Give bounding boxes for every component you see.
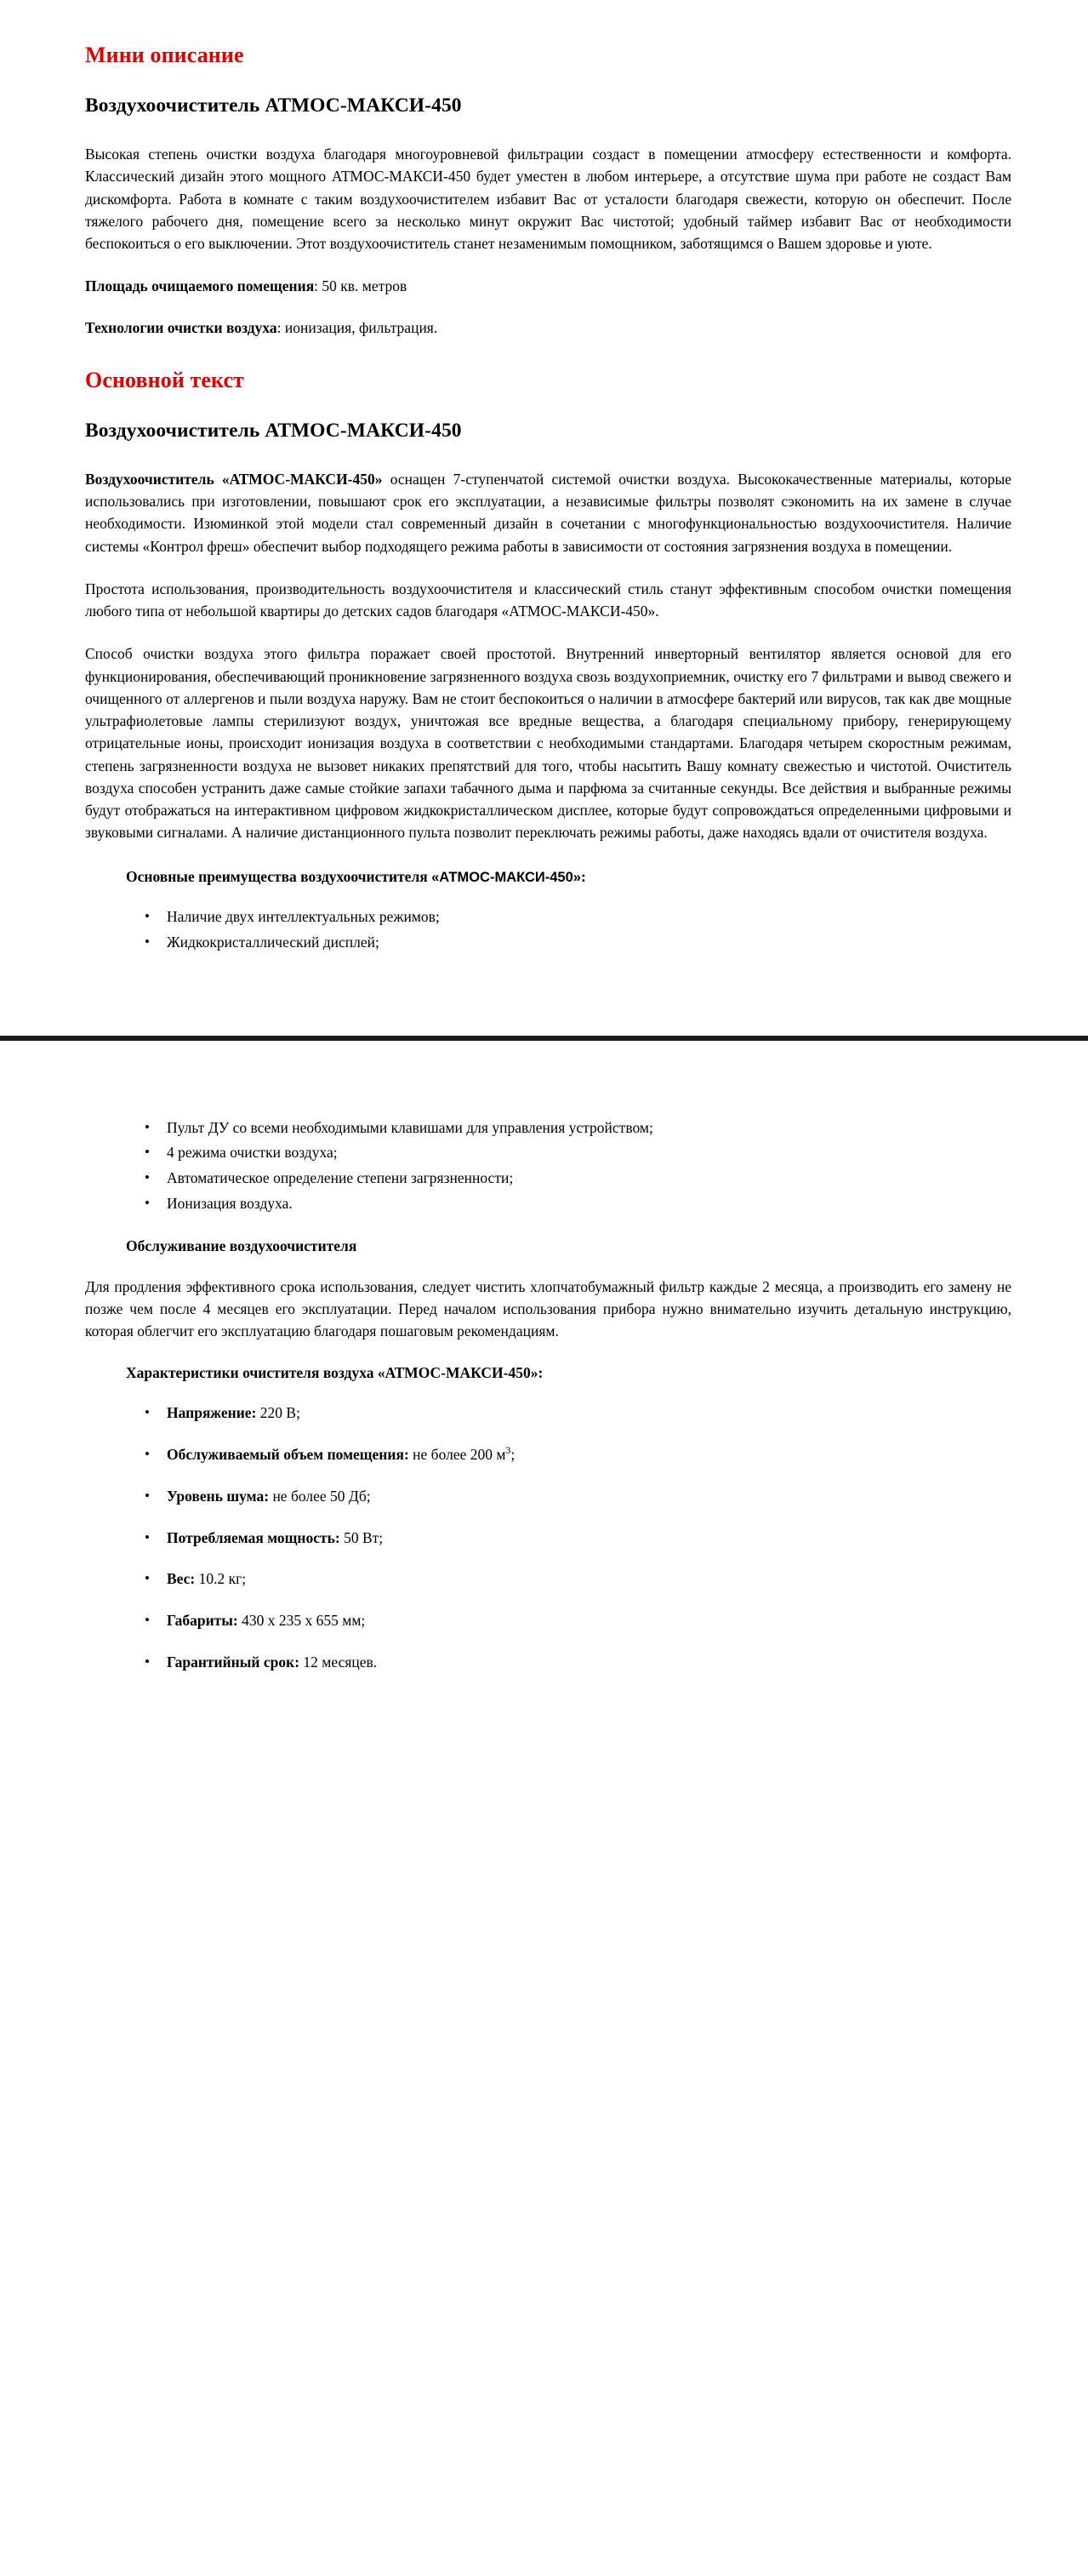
spec-value: 220 В; — [256, 1403, 300, 1421]
main-paragraph-3: Способ очистки воздуха этого фильтра поражает своей простотой. Внутренний инверторный вентилятор является основой для его функционирования, обеспечивающий проникновение загрязненного воздуха свозь воздухоприемник, очистку его 7 фильтрами и вывод свежего и очищенного от аллергенов и пыли воздуха наружу. Вам не стоит беспокоиться о наличии в атмосфере бактерий или вирусов, так как две мощные ультрафиолетовые лампы стерилизуют воздух, уничтожая все вредные вещества, а благодаря специальному прибору, генерирующему отрицательные ионы, происходит ионизация воздуха в соответствии с необходимыми стандартами. Благодаря четырем скоростным режимам, степень загрязненности воздуха не вызовет никаких препятствий для того, чтобы насытить Вашу комнату свежестью и чистотой. Очиститель воздуха способен устранить даже самые стойкие запахи табачного дыма и парфюма за считанные секунды. Все действия и выбранные режимы будут отображаться на интерактивном цифровом жидкокристаллическом дисплее, которые будут сопровождаться определенными цифровыми и звуковыми сигналами. А наличие дистанционного пульта позволит переключать режимы работы, даже находясь вдали от очистителя воздуха. — [85, 645, 1011, 842]
document-page-2 — [0, 1041, 1088, 1745]
cleaned-area-label: Площадь очищаемого помещения — [85, 277, 315, 295]
spec-value: не более 50 Дб; — [269, 1487, 371, 1505]
spec-label: Обслуживаемый объем помещения: — [167, 1445, 409, 1463]
cleaned-area-value: : 50 кв. метров — [314, 277, 407, 295]
spec-value: 10.2 кг; — [195, 1570, 247, 1588]
spec-label: Напряжение: — [167, 1403, 257, 1421]
cleaned-area-row — [85, 275, 1011, 297]
spec-value: 430 x 235 x 655 мм; — [237, 1612, 366, 1630]
list-item: • Пульт ДУ со всеми необходимыми клавишами для управления устройством; — [85, 1117, 1011, 1139]
page-gap-top — [0, 1008, 1088, 1036]
spec-value: не более 200 м — [408, 1445, 506, 1463]
spec-value-tail: ; — [510, 1445, 516, 1463]
list-item: • Ионизация воздуха. — [85, 1193, 1011, 1215]
main-text-title: Основной текст — [85, 367, 244, 392]
advantages-heading-colon: : — [580, 867, 586, 885]
spec-item — [85, 1652, 1011, 1674]
advantages-heading-text: Основные преимущества воздухоочистителя — [126, 867, 432, 885]
main-paragraph-1-lead: Воздухоочиститель «АТМОС-МАКСИ-450» — [85, 470, 383, 488]
specifications-list — [85, 1402, 1011, 1674]
main-paragraph-1-rest: оснащен 7-ступенчатой системой очистки воздуха. Высококачественные материалы, которые использовались при изготовлении, повышают срок его эксплуатации, а независимые фильтры позволят сэкономить на их замене в случае необходимости. Изюминкой этой модели стал современный дизайн в сочетании с многофункциональностью воздухоочистителя. Наличие системы «Контрол фреш» обеспечит выбор подходящего режима работы в зависимости от состояния загрязнения воздуха в помещении. — [85, 470, 1011, 555]
spec-value: 12 месяцев. — [299, 1654, 378, 1671]
technologies-label: Технологии очистки воздуха — [85, 318, 277, 336]
spec-item — [85, 1568, 1011, 1591]
spec-label: Габариты: — [167, 1612, 238, 1630]
advantages-heading-brand: «АТМОС-МАКСИ-450» — [431, 869, 581, 885]
list-item: • 4 режима очистки воздуха; — [85, 1142, 1011, 1164]
main-paragraph-1 — [85, 468, 1011, 557]
product-heading-mini: Воздухоочиститель АТМОС-МАКСИ-450 — [85, 94, 462, 117]
spec-superscript: 3 — [505, 1443, 511, 1456]
advantages-heading — [85, 866, 1011, 888]
list-item: • Жидкокристаллический дисплей; — [85, 932, 1011, 954]
spec-label: Уровень шума: — [167, 1487, 270, 1505]
spec-item — [85, 1528, 1011, 1550]
advantages-list-page-1 — [85, 906, 1011, 954]
spec-label: Потребляемая мощность: — [167, 1528, 340, 1546]
advantages-list-page-2 — [85, 1117, 1011, 1216]
spec-label: Вес: — [167, 1570, 196, 1588]
spec-label: Гарантийный срок: — [167, 1654, 300, 1671]
list-item: • Автоматическое определение степени загрязненности; — [85, 1168, 1011, 1190]
list-item: • Наличие двух интеллектуальных режимов; — [85, 906, 1011, 928]
spec-item — [85, 1402, 1011, 1425]
spec-value: 50 Вт; — [339, 1528, 384, 1546]
spec-item — [85, 1610, 1011, 1632]
service-paragraph: Для продления эффективного срока использования, следует чистить хлопчатобумажный фильтр каждые 2 месяца, а производить его замену не позже чем после 4 месяцев его эксплуатации. Перед началом использования прибора нужно внимательно изучить детальную инструкцию, которая облегчит его эксплуатацию благодаря пошаговым рекомендациям. — [85, 1277, 1011, 1340]
technologies-row — [85, 317, 1011, 339]
mini-description-title: Мини описание — [85, 43, 244, 67]
intro-paragraph: Высокая степень очистки воздуха благодаря многоуровневой фильтрации создаст в помещении атмосферу естественности и комфорта. Классический дизайн этого мощного АТМОС-МАКСИ-450 будет уместен в любом интерьере, а отсутствие шума при работе не создаст Вам дискомфорта. Работа в комнате с таким воздухоочистителем избавит Вас от усталости благодаря свежести, которую он обеспечит. После тяжелого рабочего дня, помещение всего за несколько минут окружит Вас чистотой; удобный таймер избавит Вас от необходимости беспокоиться о его выключении. Этот воздухоочиститель станет незаменимым помощником, заботящимся о Вашем здоровье и уюте. — [85, 146, 1011, 253]
spec-item — [85, 1486, 1011, 1508]
specifications-heading: Характеристики очистителя воздуха «АТМОС-МАКСИ-450»: — [126, 1364, 544, 1382]
product-heading-main: Воздухоочиститель АТМОС-МАКСИ-450 — [85, 419, 462, 442]
service-heading: Обслуживание воздухоочистителя — [126, 1237, 357, 1255]
document-page-1 — [0, 0, 1088, 1008]
technologies-value: : ионизация, фильтрация. — [276, 318, 438, 336]
spec-item — [85, 1444, 1011, 1466]
main-paragraph-2: Простота использования, производительность воздухоочистителя и классический стиль станут эффективным способом очистки помещения любого типа от небольшой квартиры до детских садов благодаря «АТМОС-МАКСИ-450». — [85, 580, 1011, 620]
